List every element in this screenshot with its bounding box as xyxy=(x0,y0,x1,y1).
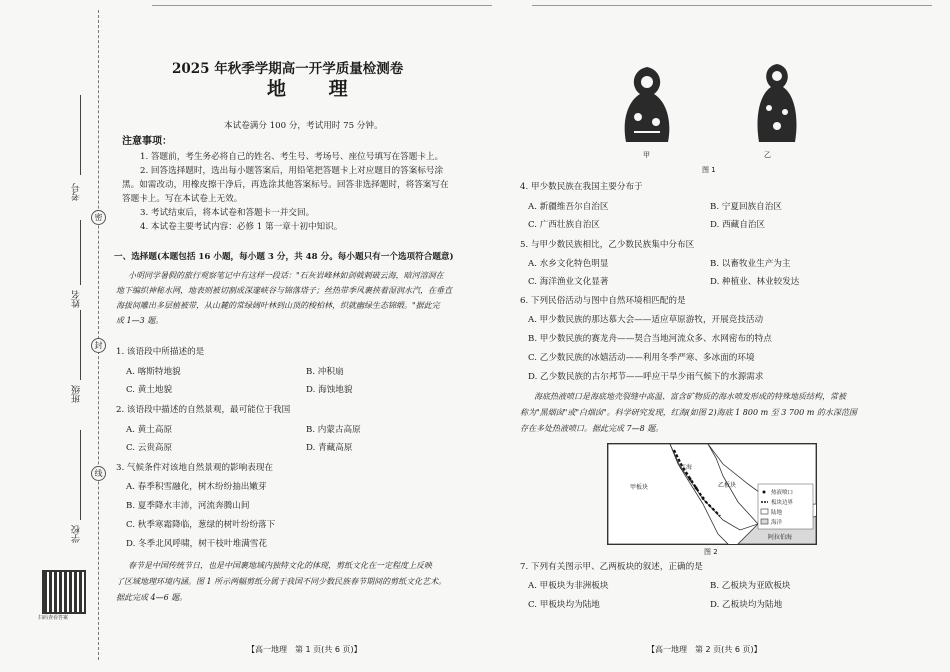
section-heading: 一、选择题(本题包括 16 小题，每小题 3 分，共 48 分。每小题只有一个选项符合题意) xyxy=(114,252,454,262)
school-underline xyxy=(80,430,81,520)
notice-heading: 注意事项： xyxy=(122,136,172,147)
q3-stem: 3. 气候条件对该地自然景观的影响表现在 xyxy=(116,463,274,473)
q7-stem: 7. 下列有关图示甲、乙两板块的叙述，正确的是 xyxy=(520,562,703,572)
map-label-jia-plate: 甲板块 xyxy=(630,484,649,491)
passage3-line: 称为"黑烟囱"或"白烟囱"。科学研究发现，红海(如图 2)海底 1 800 m 至 3 700 m 的水深范围 xyxy=(520,408,857,417)
legend-land: 陆地 xyxy=(771,510,783,516)
binding-margin xyxy=(0,0,108,672)
exam-no-underline xyxy=(80,95,81,175)
legend-boundary: 板块边界 xyxy=(771,500,794,506)
map-label-red-sea: 红海 xyxy=(680,464,693,471)
passage-line: 成 1—3 题。 xyxy=(116,316,164,325)
name-underline xyxy=(80,220,81,285)
q2-stem: 2. 该语段中描述的自然景观，最可能位于我国 xyxy=(116,405,291,415)
score-info: 本试卷满分 100 分，考试用时 75 分钟。 xyxy=(224,121,383,131)
passage-line: 海拔间雕出多层植被带，从山麓的常绿阔叶林到山顶的梭柏林，织就幽绿生态锦缎。"据此完 xyxy=(116,301,440,310)
exam-no-label: 考号 xyxy=(72,183,82,201)
passage3-line: 海底热液喷口是海底地壳裂缝中高温、富含矿物质的海水喷发形成的特殊地质结构，常被 xyxy=(534,392,846,401)
q6-stem: 6. 下列民俗活动与图中自然环境相匹配的是 xyxy=(520,296,686,306)
q3-option-b[interactable]: B. 夏季降水丰沛，河流奔腾山间 xyxy=(126,501,250,511)
fig2-caption: 图 2 xyxy=(704,548,718,556)
q2-option-b[interactable]: B. 内蒙古高原 xyxy=(306,425,361,435)
fig1-label-yi: 乙 xyxy=(764,151,771,159)
q7-option-c[interactable]: C. 甲板块均为陆地 xyxy=(528,600,600,610)
notice-item: 黑。如需改动，用橡皮擦干净后，再选涂其他答案标号。回答非选择题时，将答案写在 xyxy=(122,180,449,190)
notice-item: 2. 回答选择题时，选出每小题答案后，用铅笔把答题卡上对应题目的答案标号涂 xyxy=(140,166,444,176)
q5-option-c[interactable]: C. 海洋渔业文化显著 xyxy=(528,277,609,287)
q7-option-d[interactable]: D. 乙板块均为陆地 xyxy=(710,600,783,610)
class-label: 班级 xyxy=(72,385,82,403)
seal-mark-xian: 线 xyxy=(91,466,106,481)
q3-option-c[interactable]: C. 秋季寒霜降临，葱绿的树叶纷纷落下 xyxy=(126,520,276,530)
seal-mark-feng: 封 xyxy=(91,338,106,353)
subject-title: 地 理 xyxy=(267,78,366,100)
legend-sea: 海洋 xyxy=(771,520,783,526)
qr-code[interactable] xyxy=(42,570,86,614)
q2-option-a[interactable]: A. 黄土高原 xyxy=(126,425,173,435)
school-label: 学校 xyxy=(72,525,82,543)
q4-stem: 4. 甲少数民族在我国主要分布于 xyxy=(520,182,643,192)
q6-option-c[interactable]: C. 乙少数民族的冰嬉活动——利用冬季严寒、多冰面的环境 xyxy=(528,353,755,363)
q6-option-b[interactable]: B. 甲少数民族的赛龙舟——契合当地河流众多、水网密布的特点 xyxy=(528,334,772,344)
cut-line xyxy=(98,10,99,660)
q1-option-c[interactable]: C. 黄土地貌 xyxy=(126,385,173,395)
q3-option-a[interactable]: A. 春季积雪融化，树木纷纷抽出嫩芽 xyxy=(126,482,267,492)
notice-item: 4. 本试卷主要考试内容：必修 1 第一章十初中知识。 xyxy=(140,222,343,232)
q1-stem: 1. 该语段中所描述的是 xyxy=(116,347,205,357)
passage2-line: 了区域地理环境内涵。图 1 所示两幅剪纸分属于我国不同少数民族春节期间的剪纸文化艺术。 xyxy=(116,577,447,586)
fig1-caption: 图 1 xyxy=(702,166,716,174)
q7-option-b[interactable]: B. 乙板块为亚欧板块 xyxy=(710,581,791,591)
q2-option-d[interactable]: D. 青藏高原 xyxy=(306,443,353,453)
notice-item: 3. 考试结束后，将本试卷和答题卡一并交回。 xyxy=(140,208,315,218)
passage-line: 地下编织神秘水网，地表则被切割成深邃峡谷与锦落塔子；丝热带季风裹挟着湿润水汽，在垂直 xyxy=(116,286,452,295)
passage2-line: 春节是中国传统节日，也是中国裹地域内独特文化的体现，剪纸文化在一定程度上反映 xyxy=(128,561,432,570)
top-rule xyxy=(532,5,932,9)
qr-caption: 扫码查看答案 xyxy=(38,615,69,621)
q3-option-d[interactable]: D. 冬季北风呼啸，树干枝叶堆满雪花 xyxy=(126,539,267,549)
passage-line: 小明同学暑假的旅行观察笔记中有这样一段话："石灰岩峰林如剑戟刺破云海，暗河溶洞在 xyxy=(128,271,444,280)
passage3-line: 存在多处热液喷口。据此完成 7—8 题。 xyxy=(520,424,664,433)
papercut-jia-image xyxy=(612,62,682,147)
name-label: 姓名 xyxy=(72,290,82,308)
exam-title: 2025 年秋季学期高一开学质量检测卷 xyxy=(172,61,404,77)
seal-mark-mi: 密 xyxy=(91,210,106,225)
class-underline xyxy=(80,310,81,380)
q1-option-d[interactable]: D. 海蚀地貌 xyxy=(306,385,353,395)
fig1-label-jia: 甲 xyxy=(643,151,650,159)
q2-option-c[interactable]: C. 云贵高原 xyxy=(126,443,173,453)
papercut-yi-image xyxy=(747,60,807,145)
q5-option-a[interactable]: A. 水乡文化特色明显 xyxy=(528,259,609,269)
q5-stem: 5. 与甲少数民族相比，乙少数民族集中分布区 xyxy=(520,240,695,250)
q5-option-b[interactable]: B. 以畜牧业生产为主 xyxy=(710,259,791,269)
map-label-yi-plate: 乙板块 xyxy=(718,482,737,489)
q5-option-d[interactable]: D. 种植业、林业较发达 xyxy=(710,277,800,287)
q4-option-b[interactable]: B. 宁夏回族自治区 xyxy=(710,202,782,212)
passage2-line: 据此完成 4—6 题。 xyxy=(116,593,188,602)
q4-option-c[interactable]: C. 广西壮族自治区 xyxy=(528,220,600,230)
q4-option-d[interactable]: D. 西藏自治区 xyxy=(710,220,766,230)
q6-option-a[interactable]: A. 甲少数民族的那达慕大会——适应草原游牧，开展竞技活动 xyxy=(528,315,764,325)
q7-option-a[interactable]: A. 甲板块为非洲板块 xyxy=(528,581,609,591)
q1-option-b[interactable]: B. 冲积扇 xyxy=(306,367,344,377)
q4-option-a[interactable]: A. 新疆维吾尔自治区 xyxy=(528,202,609,212)
page-footer-right: 【高一地理 第 2 页(共 6 页)】 xyxy=(647,645,762,654)
notice-item: 1. 答题前，考生务必将自己的姓名、考生号、考场号、座位号填写在答题卡上。 xyxy=(140,152,444,162)
page-footer-left: 【高一地理 第 1 页(共 6 页)】 xyxy=(247,645,362,654)
legend-vent: 热液喷口 xyxy=(771,490,794,496)
notice-item: 答题卡上。写在本试卷上无效。 xyxy=(122,194,243,204)
q6-option-d[interactable]: D. 乙少数民族的古尔邦节——呼应干旱少雨气候下的水源需求 xyxy=(528,372,764,382)
red-sea-map xyxy=(607,443,817,545)
q1-option-a[interactable]: A. 喀斯特地貌 xyxy=(126,367,181,377)
map-label-arabian-sea: 阿拉伯海 xyxy=(768,534,793,541)
top-rule xyxy=(152,5,492,9)
